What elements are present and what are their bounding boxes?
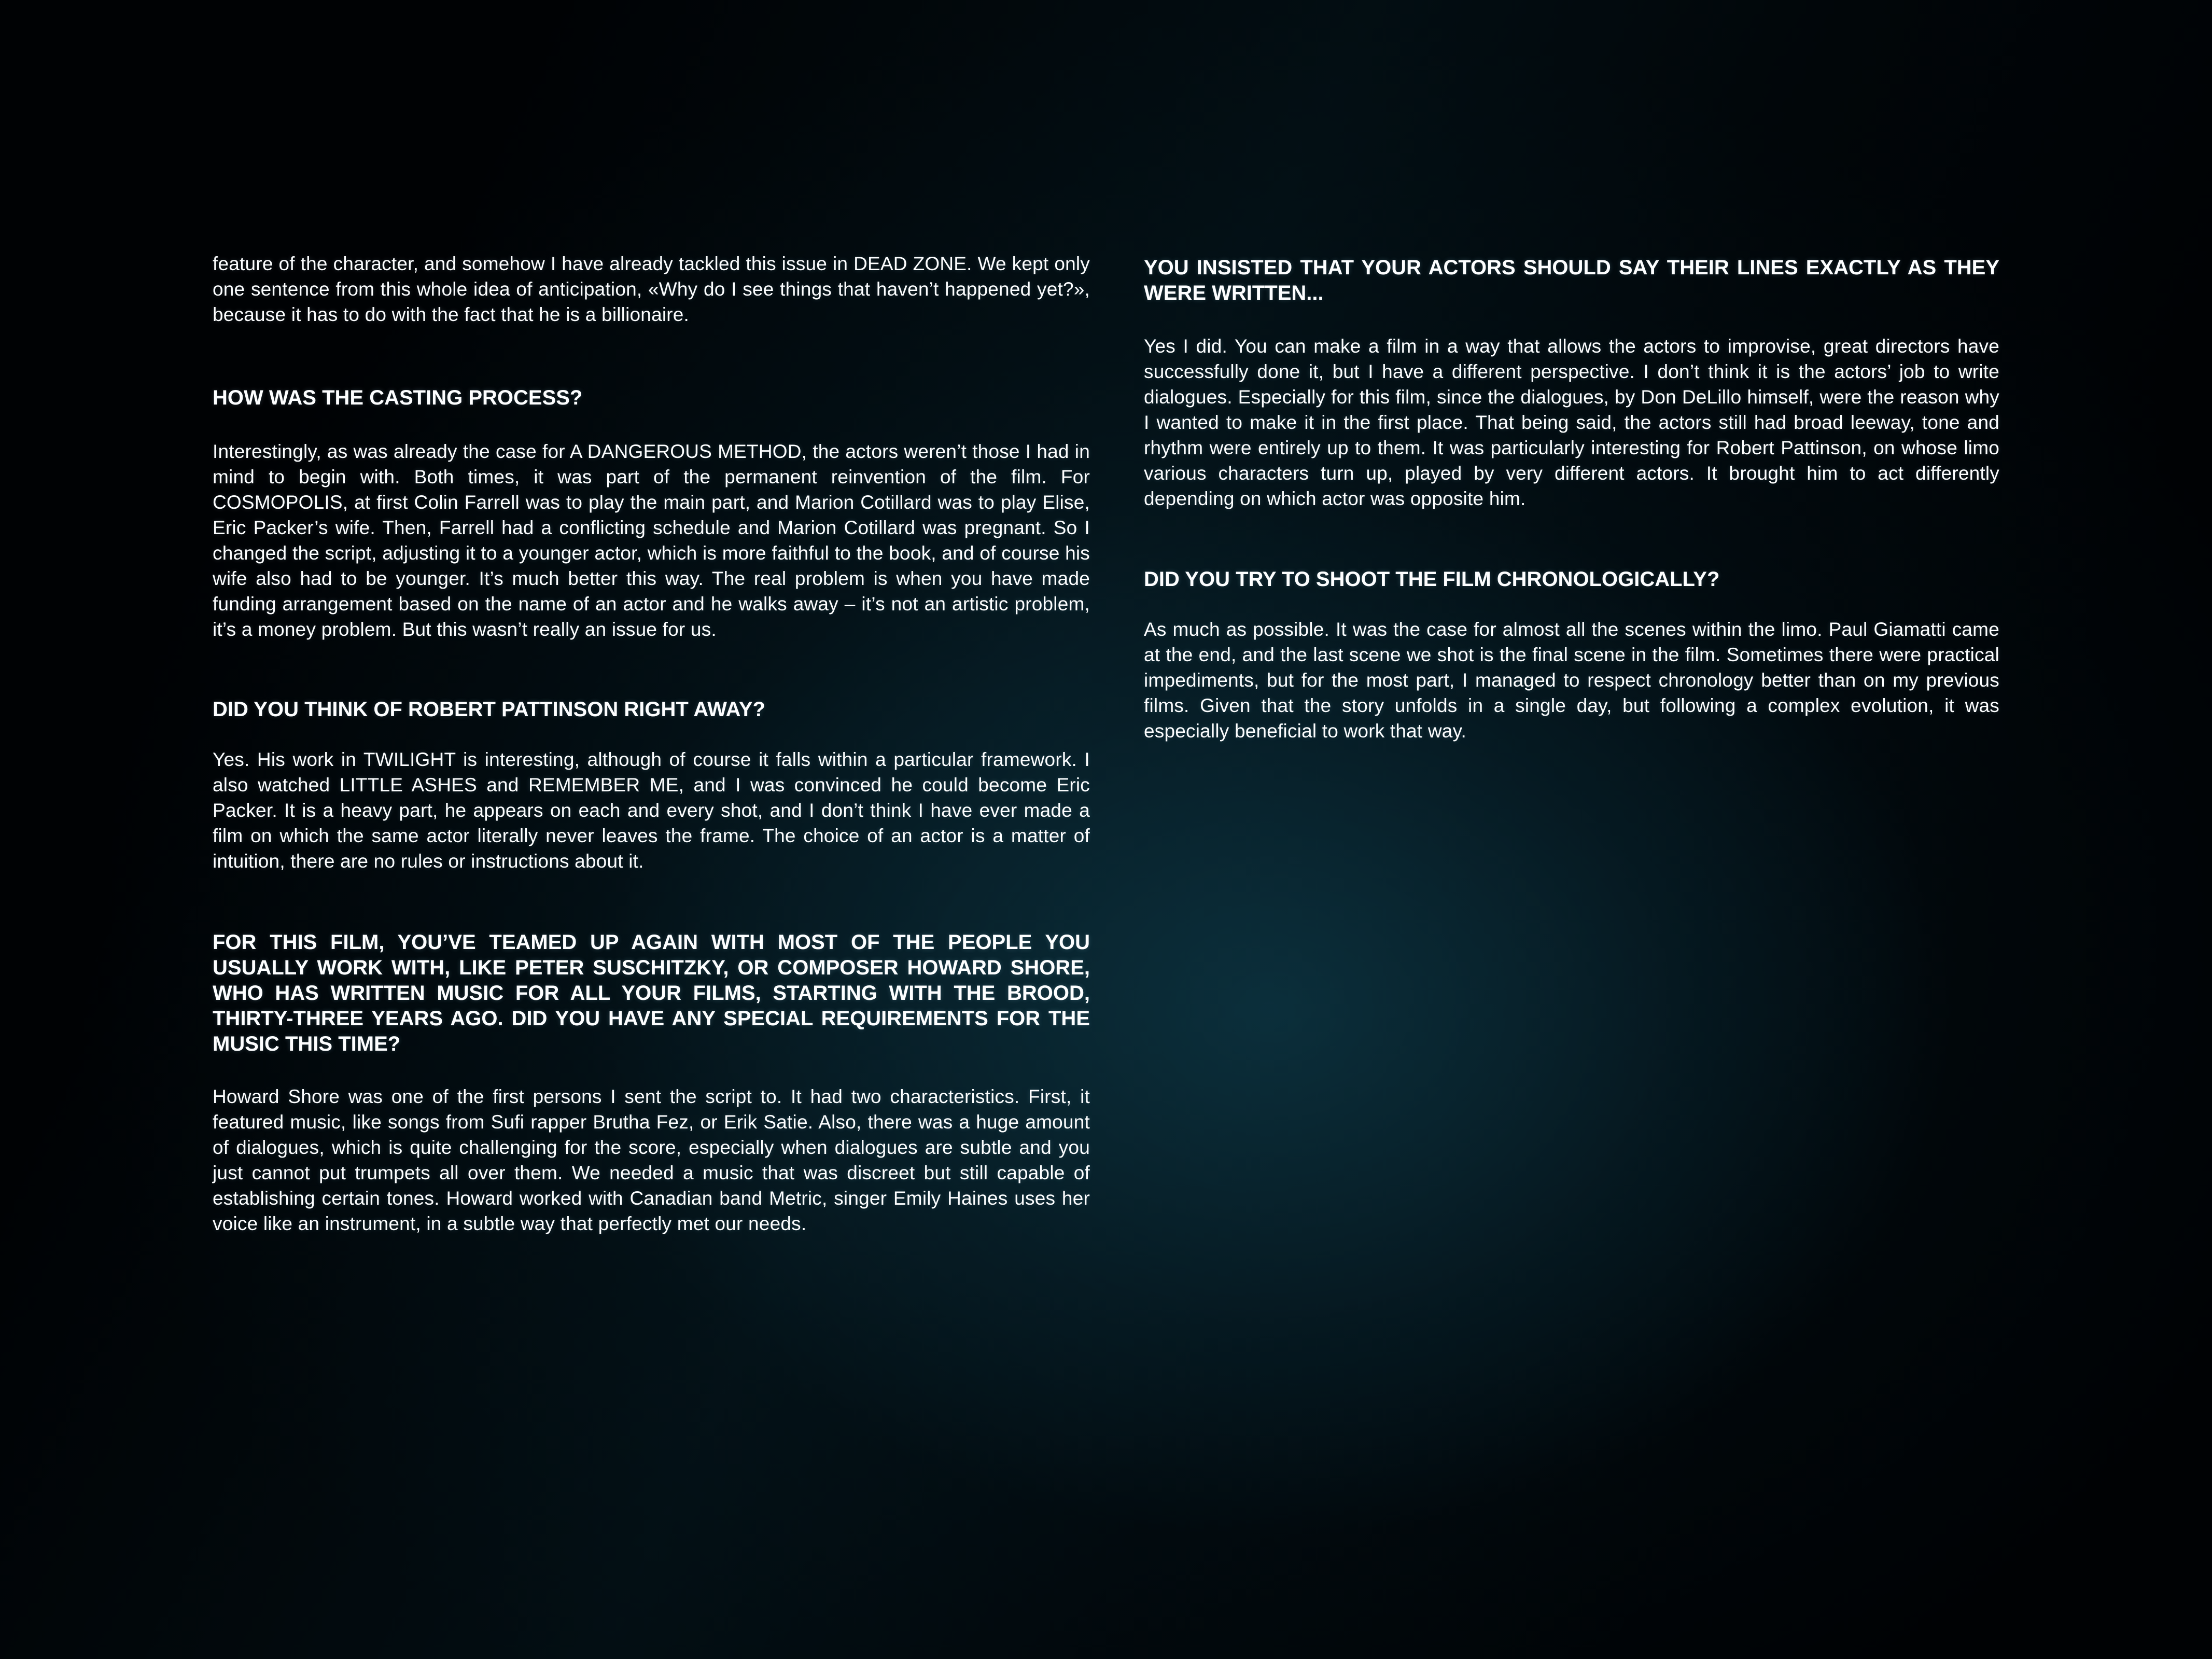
question-heading-robert-pattinson: DID YOU THINK OF ROBERT PATTINSON RIGHT AWAY? <box>213 698 765 721</box>
answer-paragraph-chronological-shoot: As much as possible. It was the case for almost all the scenes within the limo. Paul Giamatti came at the end, and the last scene we shot is the final scene in the film. Sometimes there were practical impediments, but for the most part, I managed to respect chronology better than on my previous films. Given that the story unfolds in a single day, but following a complex evolution, it was especially beneficial to work that way. <box>1144 619 1999 742</box>
question-heading-casting-process: HOW WAS THE CASTING PROCESS? <box>213 386 583 409</box>
answer-paragraph-robert-pattinson: Yes. His work in TWILIGHT is interesting, although of course it falls within a particular framework. I also watched LITTLE ASHES and REMEMBER ME, and I was convinced he could become Eric Packer. It is a heavy part, he appears on each and every shot, and I don’t think I have ever made a film on which the same actor literally never leaves the frame. The choice of an actor is a matter of intuition, there are no rules or instructions about it. <box>213 749 1090 872</box>
answer-paragraph-music-team: Howard Shore was one of the first persons I sent the script to. It had two characteristics. First, it featured music, like songs from Sufi rapper Brutha Fez, or Erik Satie. Also, there was a huge amount of dialogues, which is quite challenging for the score, especially when dialogues are subtle and you just cannot put trumpets all over them. We needed a music that was discreet but still capable of establishing certain tones. Howard worked with Canadian band Metric, singer Emily Haines uses her voice like an instrument, in a subtle way that perfectly met our needs. <box>213 1086 1090 1234</box>
question-heading-lines-exactly: YOU INSISTED THAT YOUR ACTORS SHOULD SAY THEIR LINES EXACTLY AS THEY WERE WRITTEN... <box>1144 256 1999 304</box>
answer-paragraph-casting-process: Interestingly, as was already the case for A DANGEROUS METHOD, the actors weren’t those I had in mind to begin with. Both times, it was part of the permanent reinvention of the film. For COSMOPOLIS, at first Colin Farrell was to play the main part, and Marion Cotillard was to play Elise, Eric Packer’s wife. Then, Farrell had a conflicting schedule and Marion Cotillard was pregnant. So I changed the script, adjusting it to a younger actor, which is more faithful to the book, and of course his wife also had to be younger. It’s much better this way. The real problem is when you have made funding arrangement based on the name of an actor and he walks away – it’s not an artistic problem, it’s a money problem. But this wasn’t really an issue for us. <box>213 441 1090 640</box>
left-column <box>213 251 1090 1236</box>
right-column <box>1144 251 1999 744</box>
answer-paragraph-lines-exactly: Yes I did. You can make a film in a way that allows the actors to improvise, great directors have successfully done it, but I have a different perspective. I don’t think it is the actors’ job to write dialogues. Especially for this film, since the dialogues, by Don DeLillo himself, were the reason why I wanted to make it in the first place. That being said, the actors still had broad leeway, tone and rhythm were entirely up to them. It was particularly interesting for Robert Pattinson, on whose limo various characters turn up, played by very different actors. It brought him to act differently depending on which actor was opposite him. <box>1144 336 1999 509</box>
question-heading-music-team: FOR THIS FILM, YOU’VE TEAMED UP AGAIN WITH MOST OF THE PEOPLE YOU USUALLY WORK WITH, LIKE PETER SUSCHITZKY, OR COMPOSER HOWARD SHORE, WHO HAS WRITTEN MUSIC FOR ALL YOUR FILMS, STARTING WITH THE BROOD, THIRTY-THREE YEARS AGO. DID YOU HAVE ANY SPECIAL REQUIREMENTS FOR THE MUSIC THIS TIME? <box>213 931 1090 1055</box>
answer-paragraph-continued: feature of the character, and somehow I have already tackled this issue in DEAD ZONE. We kept only one sentence from this whole idea of anticipation, «Why do I see things that haven’t happened yet?», because it has to do with the fact that he is a billionaire. <box>213 253 1090 325</box>
question-heading-chronological-shoot: DID YOU TRY TO SHOOT THE FILM CHRONOLOGICALLY? <box>1144 568 1720 591</box>
